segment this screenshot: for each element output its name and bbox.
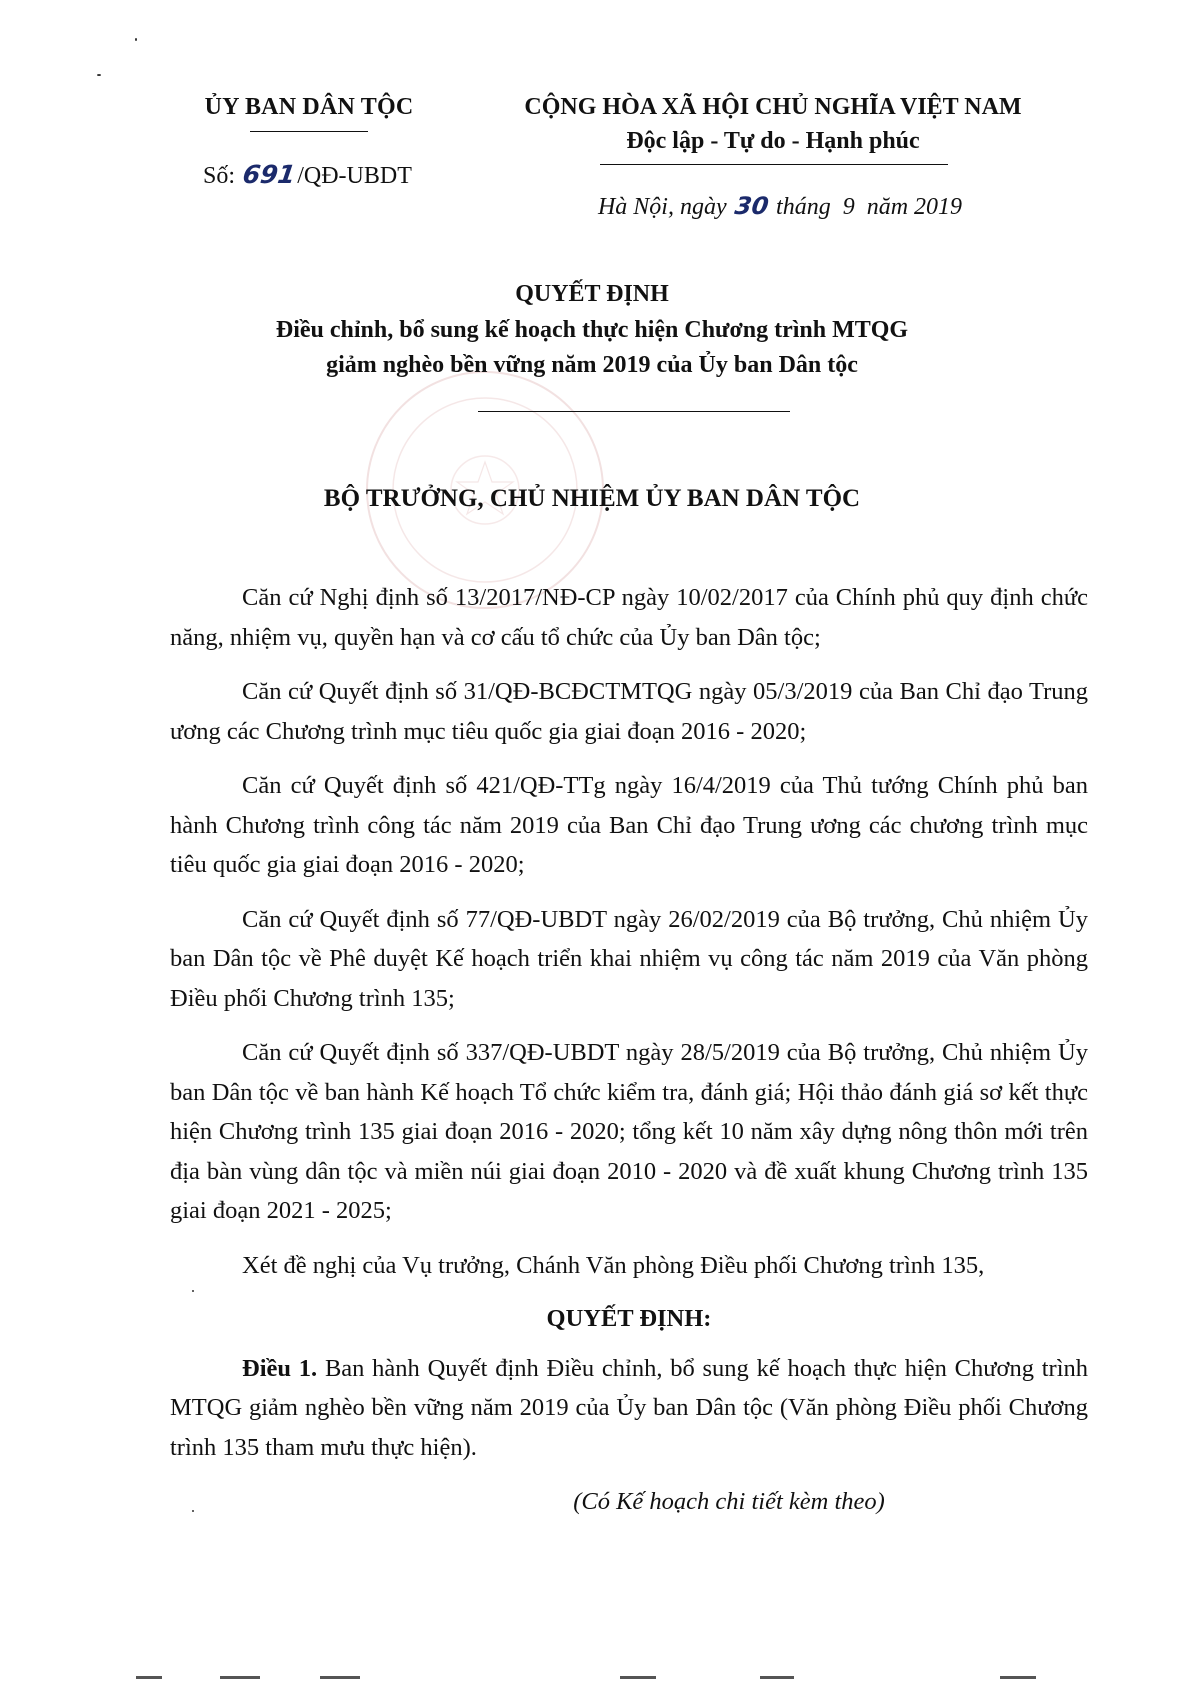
issuing-organization: ỦY BAN DÂN TỘC [204,94,414,120]
doc-number-prefix: Số: [203,163,236,189]
place-date-prefix: Hà Nội, ngày [597,194,727,220]
org-underline [250,131,368,132]
attachment-note: (Có Kế hoạch chi tiết kèm theo) [573,1488,885,1515]
legal-basis-paragraph: Căn cứ Nghị định số 13/2017/NĐ-CP ngày 10/02/2017 của Chính phủ quy định chức năng, nhiệm vụ, quyền hạn và cơ cấu tổ chức của Ủy ban Dân tộc; [170,584,1088,651]
legal-basis-paragraph: Căn cứ Quyết định số 337/QĐ-UBDT ngày 28/5/2019 của Bộ trưởng, Chủ nhiệm Ủy ban Dân tộc về ban hành Kế hoạch Tổ chức kiểm tra, đánh giá; Hội thảo đánh giá sơ kết thực hiện Chương trình 135 giai đoạn 2016 - 2020; tổng kết 10 năm xây dựng nông thôn mới trên địa bàn vùng dân tộc và miền núi giai đoạn 2010 - 2020 và đề xuất khung Chương trình 135 giai đoạn 2021 - 2025; [170,1039,1088,1224]
article-1 [170,1349,1088,1468]
scan-speck [192,1510,194,1512]
scan-speck [192,1290,194,1292]
proposal-paragraph: Xét đề nghị của Vụ trưởng, Chánh Văn phòng Điều phối Chương trình 135, [242,1251,985,1279]
legal-basis-paragraph: Căn cứ Quyết định số 421/QĐ-TTg ngày 16/4/2019 của Thủ tướng Chính phủ ban hành Chương trình công tác năm 2019 của Ban Chỉ đạo Trung ương các chương trình mục tiêu quốc gia giai đoạn 2016 - 2020; [170,772,1088,878]
place-date-suffix: tháng 9 năm 2019 [776,194,963,220]
scan-speck [135,38,137,41]
document-number [203,160,412,190]
place-date [570,192,990,221]
subtitle-line-2: giảm nghèo bền vững năm 2019 của Ủy ban Dân tộc [326,352,858,378]
national-motto: Độc lập - Tự do - Hạnh phúc [626,128,920,154]
document-subtitle [140,313,1044,383]
scan-edge-mark [1000,1676,1036,1679]
decision-heading: QUYẾT ĐỊNH: [546,1305,712,1332]
doc-number-handwritten: 691 [240,160,298,189]
article-1-label: Điều 1. [242,1354,318,1382]
scan-edge-mark [620,1676,656,1679]
document-title: QUYẾT ĐỊNH [515,281,669,307]
national-title: CỘNG HÒA XÃ HỘI CHỦ NGHĨA VIỆT NAM [524,94,1022,120]
scan-edge-mark [136,1676,162,1679]
scan-edge-mark [760,1676,794,1679]
legal-basis-paragraph: Căn cứ Quyết định số 77/QĐ-UBDT ngày 26/02/2019 của Bộ trưởng, Chủ nhiệm Ủy ban Dân tộc về Phê duyệt Kế hoạch triển khai nhiệm vụ công tác năm 2019 của Văn phòng Điều phối Chương trình 135; [170,905,1088,1012]
document-body [170,578,1088,1522]
issuing-authority: BỘ TRƯỞNG, CHỦ NHIỆM ỦY BAN DÂN TỘC [323,485,861,512]
legal-basis-paragraph: Căn cứ Quyết định số 31/QĐ-BCĐCTMTQG ngày 05/3/2019 của Ban Chỉ đạo Trung ương các Chương trình mục tiêu quốc gia giai đoạn 2016 - 2020; [170,678,1088,745]
title-rule [478,411,790,412]
scan-edge-mark [320,1676,360,1679]
scan-edge-mark [220,1676,260,1679]
doc-number-suffix: /QĐ-UBDT [297,163,412,189]
motto-underline [600,164,948,165]
subtitle-line-1: Điều chỉnh, bổ sung kế hoạch thực hiện Chương trình MTQG [275,317,909,343]
scan-speck [97,74,101,76]
article-1-text: Ban hành Quyết định Điều chỉnh, bổ sung kế hoạch thực hiện Chương trình MTQG giảm nghèo bền vững năm 2019 của Ủy ban Dân tộc (Văn phòng Điều phối Chương trình 135 tham mưu thực hiện). [170,1354,1089,1461]
day-handwritten: 30 [732,192,770,220]
